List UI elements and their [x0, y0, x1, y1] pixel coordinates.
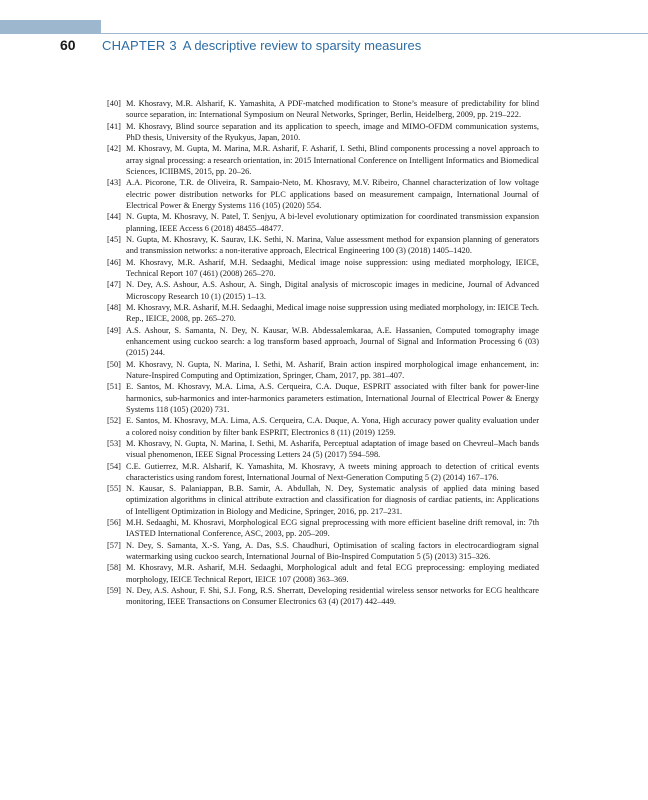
reference-number: [48] [107, 302, 121, 312]
reference-number: [47] [107, 280, 121, 290]
reference-number: [59] [107, 586, 121, 596]
reference-text: E. Santos, M. Khosravy, M.A. Lima, A.S. Cerqueira, C.A. Duque, A. Yona, High accuracy power quality evaluation under a colored noisy condition by filter bank ESPRIT, Electronics 8 (11) (2019) 1259. [126, 416, 539, 437]
reference-number: [42] [107, 144, 121, 154]
reference-number: [49] [107, 325, 121, 335]
page-number: 60 [60, 37, 76, 53]
reference-number: [43] [107, 178, 121, 188]
reference-item [107, 98, 539, 121]
reference-text: N. Gupta, M. Khosravy, N. Patel, T. Senjyu, A bi-level evolutionary optimization for coordinated transmission expansion planning, IEEE Access 6 (2018) 48455–48477. [126, 212, 539, 233]
reference-item [107, 461, 539, 484]
reference-text: A.S. Ashour, S. Samanta, N. Dey, N. Kausar, W.B. Abdessalemkaraa, A.E. Hassanien, Computed tomography image enhancement using cuckoo search: a log transform based approach, Journal of Signal and Information Processing 6 (03) (2015) 244. [126, 325, 539, 358]
reference-text: M. Khosravy, M. Gupta, M. Marina, M.R. Asharif, F. Asharif, I. Sethi, Blind components processing a novel approach to array signal processing: a research orientation, in: 2015 International Conference on Intelligent Informatics and Biomedical Sciences, ICIIBMS, 2015, pp. 20–26. [126, 144, 539, 176]
reference-number: [54] [107, 461, 121, 471]
chapter-title: A descriptive review to sparsity measures [182, 38, 422, 53]
reference-text: N. Dey, A.S. Ashour, A.S. Ashour, A. Singh, Digital analysis of microscopic images in medicine, Journal of Advanced Microscopy Research 10 (1) (2015) 1–13. [126, 280, 539, 301]
reference-number: [50] [107, 359, 121, 369]
reference-text: N. Gupta, M. Khosravy, K. Saurav, I.K. Sethi, N. Marina, Value assessment method for expansion planning of generators and transmission networks: a non-iterative approach, Electrical Engineering 100 (3) (2018) 1405–1420. [126, 234, 539, 256]
reference-item [107, 177, 539, 211]
reference-item [107, 415, 539, 438]
reference-number: [53] [107, 438, 121, 448]
header-color-bar [0, 20, 101, 34]
reference-item [107, 517, 539, 540]
reference-number: [46] [107, 257, 121, 267]
reference-number: [56] [107, 518, 121, 528]
reference-number: [45] [107, 234, 121, 244]
header-rule [101, 33, 648, 34]
reference-item [107, 121, 539, 144]
reference-item [107, 359, 539, 382]
reference-item [107, 257, 539, 280]
reference-text: M. Khosravy, N. Gupta, N. Marina, I. Sethi, M. Asharif, Brain action inspired morphological image enhancement, in: Nature-Inspired Computing and Optimization, Springer, Cham, 2017, pp. 381–407. [126, 359, 539, 380]
reference-item [107, 381, 539, 415]
reference-text: E. Santos, M. Khosravy, M.A. Lima, A.S. Cerqueira, C.A. Duque, ESPRIT associated with filter bank for power-line harmonics, sub-harmonics and inter-harmonics parameters estimation, International Journal of Electrical Power & Energy Systems 118 (105) (2020) 731. [126, 382, 539, 414]
reference-text: N. Dey, S. Samanta, X.-S. Yang, A. Das, S.S. Chaudhuri, Optimisation of scaling factors in electrocardiogram signal watermarking using cuckoo search, International Journal of Bio-Inspired Computation 5 (5) (2013) 315–326. [126, 540, 539, 562]
reference-text: C.E. Gutierrez, M.R. Alsharif, K. Yamashita, M. Khosravy, A tweets mining approach to detection of critical events characteristics using random forest, International Journal of Next-Generation Computing 5 (2) (2014) 167–176. [126, 461, 539, 482]
reference-item [107, 279, 539, 302]
reference-item [107, 211, 539, 234]
reference-number: [52] [107, 416, 121, 426]
reference-text: N. Dey, A.S. Ashour, F. Shi, S.J. Fong, R.S. Sherratt, Developing residential wireless sensor networks for ECG healthcare monitoring, IEEE Transactions on Consumer Electronics 63 (4) (2017) 442–449. [126, 586, 539, 607]
reference-list [107, 98, 539, 608]
reference-number: [41] [107, 121, 121, 131]
reference-text: M. Khosravy, M.R. Asharif, M.H. Sedaaghi, Medical image noise suppression: using mediated morphology, IEICE, Technical Report 107 (461) (2008) 265–270. [126, 257, 539, 278]
reference-text: M.H. Sedaaghi, M. Khosravi, Morphological ECG signal preprocessing with more efficient baseline drift removal, in: 7th IASTED International Conference, ASC, 2003, pp. 205–209. [126, 518, 539, 539]
reference-item [107, 234, 539, 257]
reference-item [107, 143, 539, 177]
reference-item [107, 585, 539, 608]
reference-text: M. Khosravy, M.R. Alsharif, K. Yamashita, A PDF-matched modification to Stone’s measure of predictability for blind source separation, in: International Symposium on Neural Networks, Springer, Berlin, Heidelberg, 2009, pp. 219–222. [126, 99, 539, 120]
reference-item [107, 325, 539, 359]
reference-item [107, 438, 539, 461]
reference-item [107, 562, 539, 585]
reference-text: N. Kausar, S. Palaniappan, B.B. Samir, A. Abdullah, N. Dey, Systematic analysis of applied data mining based optimization algorithms in clinical attribute extraction and classification for diagnosis of cardiac patients, in: Applications of Intelligent Optimization in Biology and Medicine, Springer, 2016, pp. 217–231. [126, 484, 539, 516]
reference-text: M. Khosravy, M.R. Asharif, M.H. Sedaaghi, Medical image noise suppression using mediated morphology, in: IEICE Tech. Rep., IEICE, 2008, pp. 265–270. [126, 302, 539, 324]
reference-number: [51] [107, 382, 121, 392]
reference-text: M. Khosravy, Blind source separation and its application to speech, image and MIMO-OFDM communication systems, PhD thesis, University of the Ryukyus, Japan, 2010. [126, 121, 539, 142]
reference-text: M. Khosravy, M.R. Asharif, M.H. Sedaaghi, Morphological adult and fetal ECG preprocessing: employing mediated morphology, IEICE Technical Report, IEICE 107 (2008) 363–369. [126, 563, 539, 584]
reference-item [107, 540, 539, 563]
reference-text: M. Khosravy, N. Gupta, N. Marina, I. Sethi, M. Asharifa, Perceptual adaptation of image based on Chevreul–Mach bands visual phenomenon, IEEE Signal Processing Letters 24 (5) (2017) 594–598. [126, 438, 539, 460]
reference-item [107, 302, 539, 325]
reference-item [107, 483, 539, 517]
reference-number: [40] [107, 99, 121, 108]
reference-number: [57] [107, 540, 121, 550]
reference-number: [55] [107, 484, 121, 494]
reference-number: [58] [107, 563, 121, 573]
chapter-label: CHAPTER 3 [102, 38, 177, 53]
running-header [60, 37, 421, 55]
reference-text: A.A. Picorone, T.R. de Oliveira, R. Sampaio-Neto, M. Khosravy, M.V. Ribeiro, Channel characterization of low voltage electric power distribution networks for PLC applications based on measurement campaign, International Journal of Electrical Power & Energy Systems 116 (105) (2020) 554. [126, 178, 539, 210]
reference-number: [44] [107, 212, 121, 222]
